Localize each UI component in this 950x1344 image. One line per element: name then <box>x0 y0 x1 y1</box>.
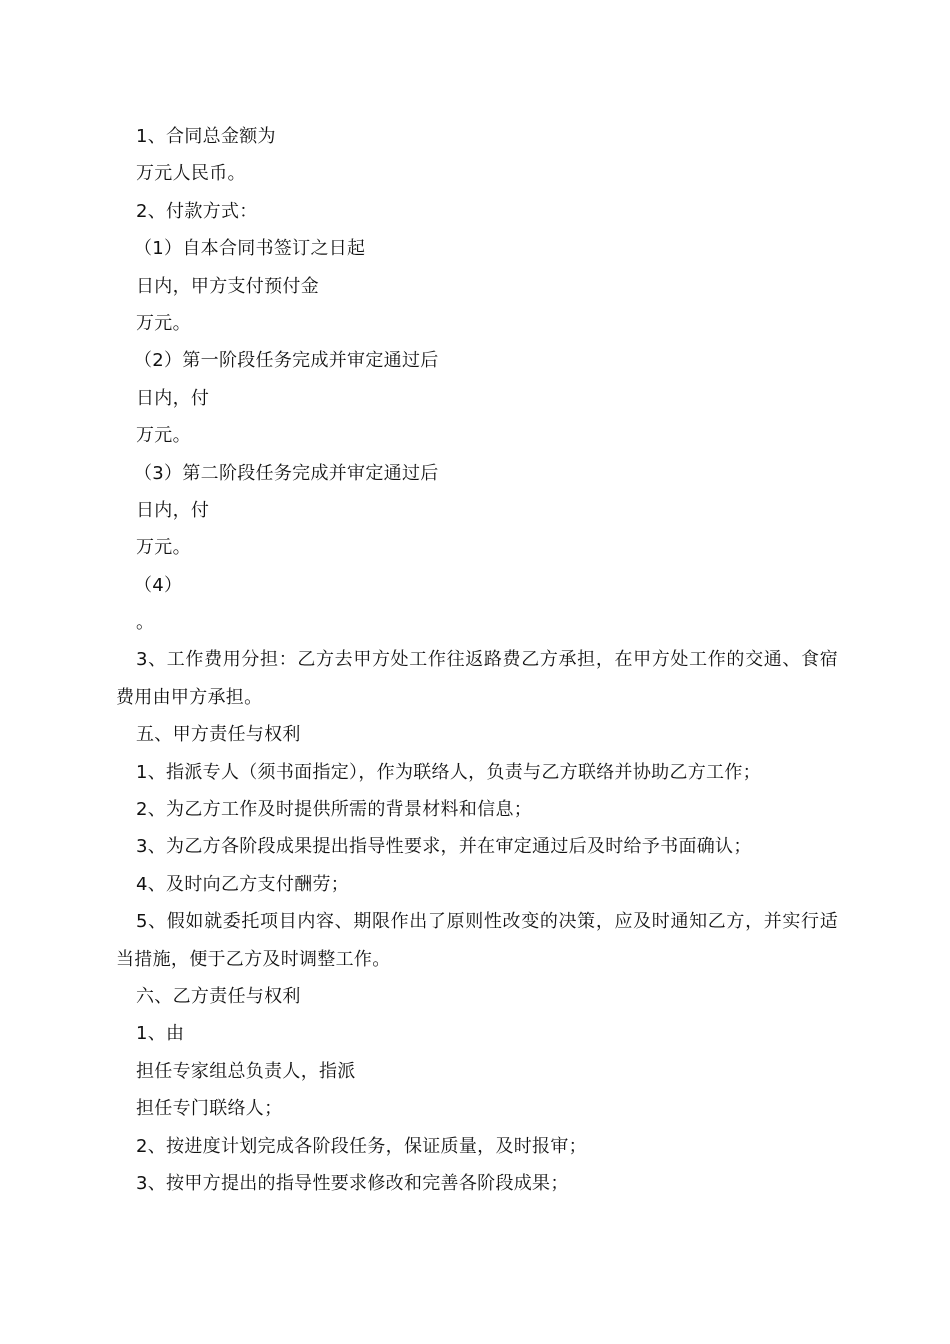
party-b-item-1-liaison: 担任专门联络人； <box>136 1098 283 1120</box>
payment-item-2: （2）第一阶段任务完成并审定通过后 <box>134 350 439 372</box>
party-b-section-heading: 六、乙方责任与权利 <box>136 986 301 1008</box>
amount-unit-rmb: 万元人民币。 <box>136 163 246 185</box>
document-body <box>116 118 838 1202</box>
payment-item-3-amount: 万元。 <box>136 537 191 559</box>
payment-item-1-amount: 万元。 <box>136 312 191 334</box>
party-b-item-1-leader: 担任专家组总负责人，指派 <box>136 1060 356 1082</box>
party-a-item-3: 3、为乙方各阶段成果提出指导性要求，并在审定通过后及时给予书面确认； <box>136 836 752 858</box>
party-b-item-3: 3、按甲方提出的指导性要求修改和完善各阶段成果； <box>136 1173 569 1194</box>
party-b-item-1: 1、由 <box>136 1023 185 1045</box>
payment-item-2-days: 日内，付 <box>136 387 210 409</box>
party-a-item-5: 5、假如就委托项目内容、期限作出了原则性改变的决策，应及时通知乙方，并实行适当措施，便于乙方及时调整工作。 <box>116 911 838 970</box>
party-a-item-4: 4、及时向乙方支付酬劳； <box>136 873 350 895</box>
payment-item-1: （1）自本合同书签订之日起 <box>134 238 366 260</box>
payment-item-4-end: 。 <box>136 612 155 634</box>
payment-item-4: （4） <box>134 574 183 596</box>
party-a-section-heading: 五、甲方责任与权利 <box>136 724 301 746</box>
payment-method-heading: 2、付款方式： <box>136 200 258 222</box>
party-b-item-2: 2、按进度计划完成各阶段任务，保证质量，及时报审； <box>136 1135 587 1157</box>
payment-item-1-days: 日内，甲方支付预付金 <box>136 275 319 297</box>
party-a-item-1: 1、指派专人（须书面指定），作为联络人，负责与乙方联络并协助乙方工作； <box>136 761 761 783</box>
work-expense-sharing: 3、工作费用分担：乙方去甲方处工作往返路费乙方承担，在甲方处工作的交通、食宿费用由甲方承担。 <box>116 649 838 708</box>
party-a-item-2: 2、为乙方工作及时提供所需的背景材料和信息； <box>136 799 533 821</box>
payment-item-3-days: 日内，付 <box>136 499 210 521</box>
payment-item-2-amount: 万元。 <box>136 425 191 447</box>
contract-total-amount: 1、合同总金额为 <box>136 126 276 147</box>
payment-item-3: （3）第二阶段任务完成并审定通过后 <box>134 462 439 484</box>
